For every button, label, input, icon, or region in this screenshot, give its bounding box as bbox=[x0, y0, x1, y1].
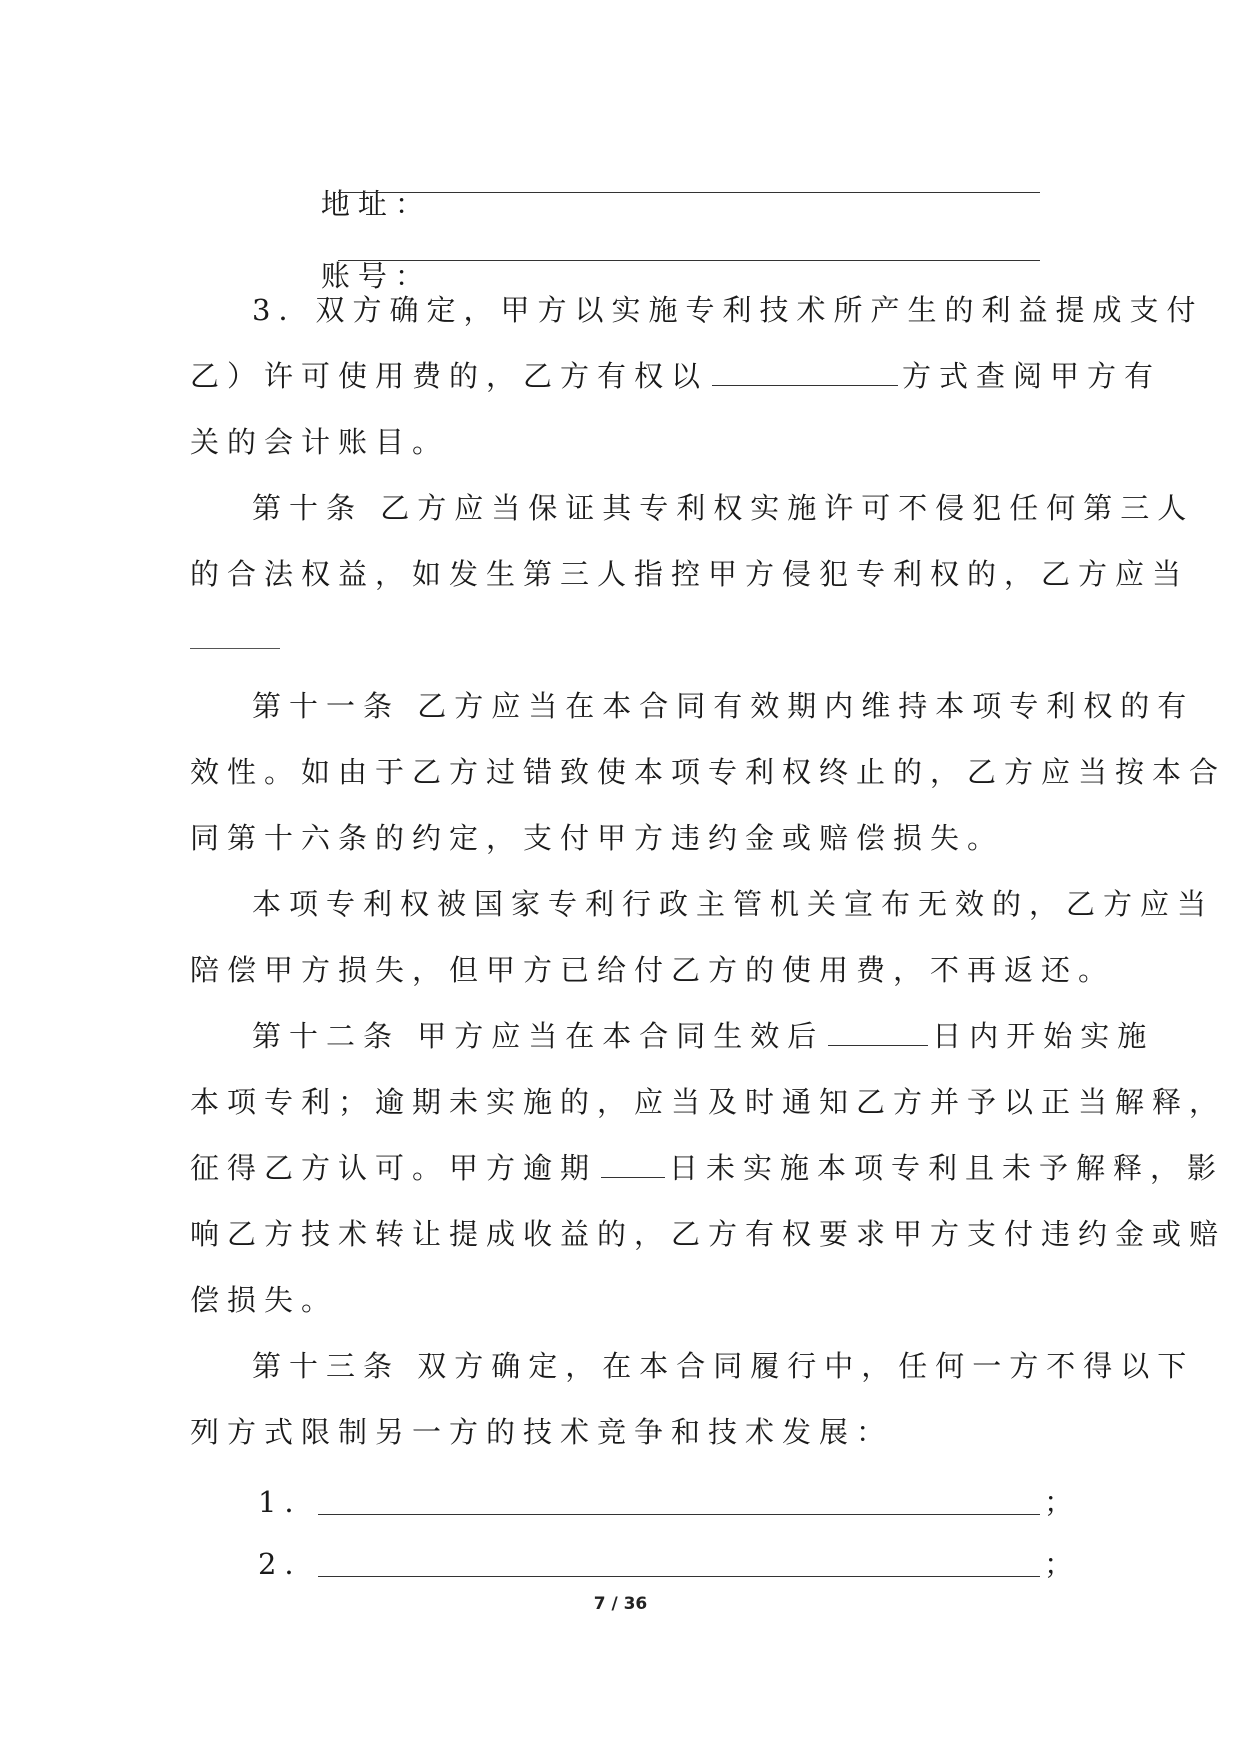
article11-line2: 效性。如由于乙方过错致使本项专利权终止的，乙方应当按本合 bbox=[190, 755, 1227, 789]
article13-item2-blank bbox=[318, 1576, 1040, 1577]
clause3-line1: 3．双方确定，甲方以实施专利技术所产生的利益提成支付 bbox=[252, 293, 1204, 327]
article12-line3 bbox=[190, 1150, 1224, 1186]
article12-line3-text-a: 征得乙方认可。甲方逾期 bbox=[190, 1151, 598, 1185]
article11-line4: 本项专利权被国家专利行政主管机关宣布无效的，乙方应当 bbox=[252, 887, 1215, 921]
article12-line1-text-a: 第十二条 甲方应当在本合同生效后 bbox=[252, 1019, 825, 1053]
article13-item2-number: 2． bbox=[258, 1547, 322, 1581]
clause3-line2-text-a: 乙）许可使用费的，乙方有权以 bbox=[190, 359, 709, 393]
article12-line5: 偿损失。 bbox=[190, 1283, 339, 1317]
article13-item1-number: 1． bbox=[258, 1485, 322, 1519]
address-blank bbox=[338, 192, 1040, 193]
clause3-line2 bbox=[190, 358, 1161, 394]
article10-line1: 第十条 乙方应当保证其专利权实施许可不侵犯任何第三人 bbox=[252, 491, 1195, 525]
account-blank bbox=[338, 260, 1040, 261]
page-number: 7 / 36 bbox=[593, 1594, 648, 1614]
article13-item1-blank bbox=[318, 1514, 1040, 1515]
article11-line1: 第十一条 乙方应当在本合同有效期内维持本项专利权的有 bbox=[252, 689, 1195, 723]
clause3-line3: 关的会计账目。 bbox=[190, 425, 450, 459]
article13-line1: 第十三条 双方确定，在本合同履行中，任何一方不得以下 bbox=[252, 1349, 1195, 1383]
article12-line1-text-b: 日内开始实施 bbox=[932, 1019, 1155, 1053]
article13-item2-end: ； bbox=[1044, 1547, 1074, 1581]
account-label: 账号： bbox=[320, 259, 432, 293]
article11-line3: 同第十六条的约定，支付甲方违约金或赔偿损失。 bbox=[190, 821, 1005, 855]
article13-line2: 列方式限制另一方的技术竞争和技术发展： bbox=[190, 1415, 894, 1449]
article12-line4: 响乙方技术转让提成收益的，乙方有权要求甲方支付违约金或赔 bbox=[190, 1217, 1227, 1251]
clause3-line2-text-b: 方式查阅甲方有 bbox=[902, 359, 1162, 393]
days-to-implement-blank bbox=[828, 1021, 928, 1046]
article10-line2: 的合法权益，如发生第三人指控甲方侵犯专利权的，乙方应当 bbox=[190, 557, 1190, 591]
article12-line2: 本项专利；逾期未实施的，应当及时通知乙方并予以正当解释， bbox=[190, 1085, 1227, 1119]
article10-blank bbox=[190, 648, 280, 649]
inspection-method-blank bbox=[712, 361, 898, 386]
article12-line1 bbox=[252, 1018, 1154, 1054]
article13-item1-end: ； bbox=[1044, 1485, 1074, 1519]
article11-line5: 陪偿甲方损失，但甲方已给付乙方的使用费，不再返还。 bbox=[190, 953, 1116, 987]
overdue-days-blank bbox=[601, 1153, 665, 1178]
article12-line3-text-b: 日未实施本项专利且未予解释，影 bbox=[669, 1151, 1225, 1185]
address-label: 地址： bbox=[320, 187, 432, 221]
